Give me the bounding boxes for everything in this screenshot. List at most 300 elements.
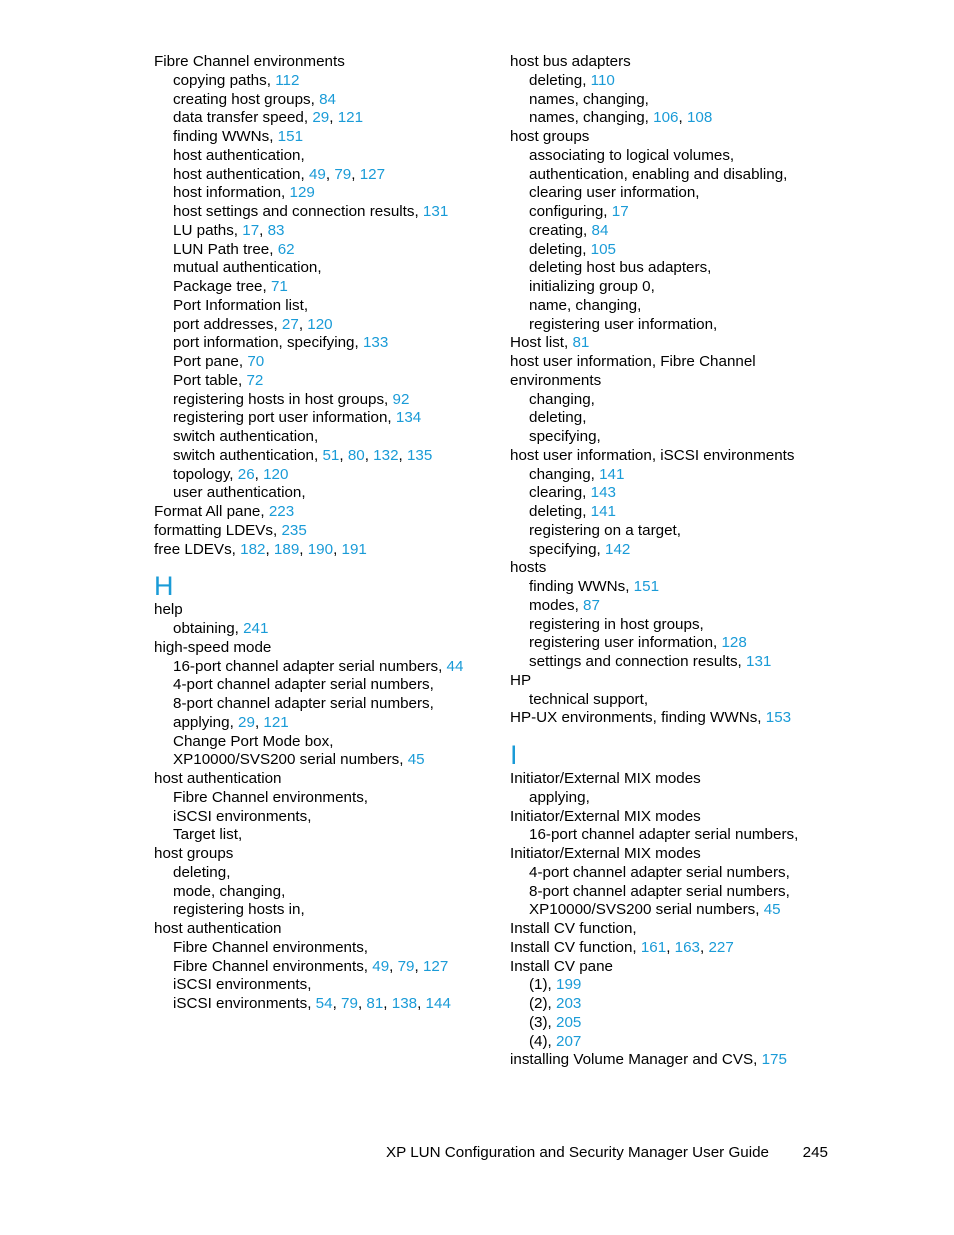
index-subentry: [510, 634, 840, 653]
index-entry: [510, 920, 840, 939]
index-column-left: [154, 53, 484, 1014]
index-subentry: [154, 658, 484, 677]
page-link[interactable]: 161: [640, 938, 667, 956]
page-link[interactable]: 79: [397, 957, 415, 975]
page-link[interactable]: 26: [237, 465, 255, 483]
index-term: 4-port channel adapter serial numbers,: [529, 863, 790, 881]
footer-title: XP LUN Configuration and Security Manager User Guide: [386, 1144, 769, 1161]
index-term: HP-UX environments, finding WWNs,: [510, 709, 762, 727]
page-link[interactable]: 138: [391, 995, 418, 1012]
index-subentry: [510, 147, 840, 166]
index-term: host user information, Fibre Channel: [510, 353, 756, 370]
index-term: (2),: [529, 995, 552, 1012]
page-separator: ,: [325, 165, 335, 183]
index-term: modes,: [529, 596, 579, 614]
index-term: hosts: [510, 559, 547, 577]
index-subentry: [154, 184, 484, 203]
page-link[interactable]: 108: [686, 109, 713, 127]
page-separator: ,: [333, 540, 342, 558]
page-link[interactable]: 143: [590, 484, 616, 502]
index-term: help: [154, 601, 183, 619]
page-link[interactable]: 127: [359, 165, 386, 183]
index-term: Install CV function,: [510, 920, 637, 937]
index-term: changing,: [529, 390, 595, 408]
page-separator: ,: [678, 109, 687, 127]
index-term: mode, changing,: [173, 882, 286, 900]
page-link[interactable]: 134: [395, 409, 422, 427]
index-entry: [154, 770, 484, 789]
index-subentry: [154, 334, 484, 353]
page-link[interactable]: 199: [556, 976, 582, 994]
page-link[interactable]: 131: [746, 653, 772, 670]
page-link[interactable]: 151: [633, 578, 660, 595]
index-subentry: [510, 316, 840, 335]
index-subentry: [154, 91, 484, 110]
page-separator: ,: [666, 938, 675, 956]
page-separator: ,: [299, 540, 308, 558]
index-entry: [510, 770, 840, 789]
page-link[interactable]: 205: [556, 1013, 582, 1031]
index-entry: [510, 939, 840, 958]
index-term: Port pane,: [173, 353, 244, 370]
page-separator: ,: [414, 957, 423, 975]
index-term: Port Information list,: [173, 296, 309, 314]
page-link[interactable]: 142: [605, 540, 631, 558]
index-term: initializing group 0,: [529, 278, 655, 295]
index-subentry: [510, 789, 840, 808]
index-term: host authentication: [154, 920, 282, 937]
page-separator: ,: [332, 995, 342, 1012]
index-term: host information,: [173, 184, 286, 202]
index-term: (1),: [529, 976, 552, 994]
page-link[interactable]: 235: [281, 521, 307, 539]
index-term: host authentication,: [173, 146, 305, 164]
index-subentry: [154, 789, 484, 808]
index-term: registering in host groups,: [529, 615, 704, 633]
index-subentry: [510, 259, 840, 278]
index-subentry: [510, 466, 840, 485]
page-link[interactable]: 182: [240, 540, 266, 558]
index-entry: [510, 672, 840, 691]
index-subentry: [154, 316, 484, 335]
page-link[interactable]: 120: [263, 465, 289, 483]
index-subentry: [154, 353, 484, 372]
page-separator: ,: [700, 938, 709, 956]
index-term: high-speed mode: [154, 638, 272, 656]
index-subentry: [154, 976, 484, 995]
index-term: applying,: [173, 713, 234, 731]
index-term: Fibre Channel environments,: [173, 788, 369, 806]
index-term: installing Volume Manager and CVS,: [510, 1051, 758, 1069]
index-subentry: [510, 184, 840, 203]
index-term: Initiator/External MIX modes: [510, 845, 701, 862]
index-entry: [510, 353, 840, 372]
page-link[interactable]: 121: [337, 109, 364, 127]
index-term: names, changing,: [529, 90, 649, 108]
index-term: Host list,: [510, 334, 569, 352]
index-subentry: [510, 653, 840, 672]
page-link[interactable]: 223: [268, 503, 295, 520]
page-link[interactable]: 207: [556, 1032, 582, 1050]
index-entry: [154, 845, 484, 864]
index-term: topology,: [173, 465, 234, 483]
page-separator: ,: [298, 315, 308, 333]
page-link[interactable]: 29: [312, 109, 330, 127]
index-term: specifying,: [529, 428, 601, 445]
page-separator: ,: [329, 109, 338, 127]
index-term: Install CV function,: [510, 938, 637, 956]
index-subentry: [154, 620, 484, 639]
index-entry: [510, 845, 840, 864]
page-link[interactable]: 175: [761, 1051, 787, 1069]
index-term: Fibre Channel environments,: [173, 938, 369, 956]
index-term: technical support,: [529, 690, 649, 708]
index-term: HP: [510, 671, 532, 689]
index-term: Install CV pane: [510, 957, 613, 975]
index-entry: [154, 522, 484, 541]
index-subentry: [510, 484, 840, 503]
index-subentry: [154, 372, 484, 391]
page-link[interactable]: 105: [590, 240, 616, 258]
page-footer: [386, 1143, 828, 1163]
page-link[interactable]: 191: [341, 540, 367, 558]
index-subentry: [154, 128, 484, 147]
index-term: Format All pane,: [154, 503, 265, 520]
index-term: clearing user information,: [529, 184, 700, 202]
index-term: copying paths,: [173, 71, 271, 89]
index-term: host authentication: [154, 770, 282, 787]
index-term: Fibre Channel environments: [154, 53, 345, 70]
index-entry: [510, 808, 840, 827]
page-link[interactable]: 144: [425, 995, 451, 1012]
index-term: Target list,: [173, 826, 243, 844]
index-term: XP10000/SVS200 serial numbers,: [529, 901, 760, 919]
page-separator: ,: [357, 995, 367, 1012]
page-link[interactable]: 127: [422, 957, 449, 975]
page-link[interactable]: 135: [406, 446, 433, 464]
index-subentry: [510, 976, 840, 995]
index-subentry: [154, 676, 484, 695]
index-subentry: [154, 297, 484, 316]
index-term: data transfer speed,: [173, 109, 309, 127]
index-term: port information, specifying,: [173, 334, 359, 352]
index-subentry: [510, 91, 840, 110]
index-term: 8-port channel adapter serial numbers,: [173, 695, 434, 712]
page-link[interactable]: 49: [308, 165, 326, 183]
page-link[interactable]: 121: [263, 713, 289, 731]
index-subentry: [510, 503, 840, 522]
index-term: settings and connection results,: [529, 653, 742, 670]
index-term: registering user information,: [529, 634, 718, 652]
page-link[interactable]: 141: [590, 503, 616, 520]
index-subentry: [510, 864, 840, 883]
index-term: mutual authentication,: [173, 259, 322, 277]
page-link[interactable]: 27: [281, 315, 299, 333]
page-link[interactable]: 106: [653, 109, 679, 127]
page-link[interactable]: 62: [277, 240, 295, 258]
index-term: deleting,: [173, 863, 231, 881]
index-term: host groups: [154, 845, 234, 862]
index-term: iSCSI environments,: [173, 995, 312, 1012]
page-link[interactable]: 17: [242, 221, 260, 239]
page-link[interactable]: 54: [315, 995, 333, 1012]
index-subentry: [510, 883, 840, 902]
index-term: host groups: [510, 128, 590, 145]
page-link[interactable]: 133: [362, 334, 389, 352]
page-link[interactable]: 128: [721, 634, 747, 652]
index-term: Initiator/External MIX modes: [510, 770, 701, 787]
page-separator: ,: [364, 446, 374, 464]
page-link[interactable]: 203: [556, 995, 582, 1012]
index-term: Package tree,: [173, 278, 267, 295]
index-term: formatting LDEVs,: [154, 521, 278, 539]
index-term: authentication, enabling and disabling,: [529, 165, 788, 183]
page-link[interactable]: 44: [446, 657, 464, 675]
index-subentry: [510, 409, 840, 428]
index-term: host bus adapters: [510, 53, 631, 70]
index-term: configuring,: [529, 203, 608, 220]
index-subentry: [154, 109, 484, 128]
page-link[interactable]: 79: [341, 995, 358, 1012]
index-subentry: [154, 484, 484, 503]
page-link[interactable]: 241: [243, 620, 269, 637]
index-entry: [510, 559, 840, 578]
index-subentry: [154, 278, 484, 297]
index-subentry: [510, 1033, 840, 1052]
page-separator: ,: [265, 540, 274, 558]
page-link[interactable]: 120: [307, 315, 333, 333]
index-subentry: [154, 222, 484, 241]
index-subentry: [154, 259, 484, 278]
index-term: specifying,: [529, 540, 601, 558]
page-separator: ,: [339, 446, 348, 464]
page-separator: ,: [351, 165, 360, 183]
page-link[interactable]: 153: [765, 709, 792, 727]
page-link[interactable]: 71: [270, 278, 288, 295]
index-term: obtaining,: [173, 620, 239, 637]
index-term: iSCSI environments,: [173, 807, 312, 825]
page-link[interactable]: 131: [422, 203, 449, 220]
index-subentry: [154, 958, 484, 977]
index-subentry: [510, 1014, 840, 1033]
page-link[interactable]: 80: [347, 446, 365, 464]
page-link[interactable]: 29: [238, 713, 255, 731]
page-link[interactable]: 190: [307, 540, 334, 558]
index-subentry: [154, 939, 484, 958]
index-subentry: [154, 466, 484, 485]
index-subentry: [510, 241, 840, 260]
page-link[interactable]: 87: [583, 596, 600, 614]
page-link[interactable]: 84: [591, 221, 609, 239]
page-separator: ,: [254, 465, 264, 483]
index-term: Change Port Mode box,: [173, 732, 334, 750]
index-term: (4),: [529, 1032, 552, 1050]
index-term: finding WWNs,: [529, 578, 630, 595]
index-subentry: [510, 578, 840, 597]
index-subentry: [510, 72, 840, 91]
index-term: user authentication,: [173, 484, 306, 502]
page-link[interactable]: 81: [572, 334, 590, 352]
index-term: deleting host bus adapters,: [529, 259, 712, 277]
page-separator: ,: [389, 957, 398, 975]
page-link[interactable]: 45: [407, 751, 425, 769]
index-subentry: [154, 883, 484, 902]
index-subentry: [154, 995, 484, 1014]
index-column-right: [510, 53, 840, 1070]
index-entry: [510, 958, 840, 977]
index-term: host authentication,: [173, 165, 305, 183]
index-subentry: [510, 391, 840, 410]
index-term: Fibre Channel environments,: [173, 957, 369, 975]
index-term: 8-port channel adapter serial numbers,: [529, 882, 790, 900]
page-separator: ,: [398, 446, 407, 464]
page-link[interactable]: 17: [611, 203, 629, 220]
index-subentry: [510, 826, 840, 845]
index-term: deleting,: [529, 71, 587, 89]
index-subentry: [154, 826, 484, 845]
index-subentry: [510, 109, 840, 128]
index-subentry: [154, 733, 484, 752]
index-subentry: [510, 541, 840, 560]
index-term: names, changing,: [529, 109, 649, 127]
index-subentry: [154, 447, 484, 466]
index-term: creating host groups,: [173, 90, 315, 108]
index-subentry: [510, 297, 840, 316]
index-entry: [510, 709, 840, 728]
index-term: clearing,: [529, 484, 587, 502]
page-separator: ,: [254, 713, 264, 731]
index-subentry: [154, 808, 484, 827]
index-entry: [510, 128, 840, 147]
page-separator: ,: [383, 995, 392, 1012]
index-term: 4-port channel adapter serial numbers,: [173, 676, 434, 694]
index-term: environments: [510, 371, 602, 389]
page-link[interactable]: 110: [590, 71, 615, 89]
section-letter-heading: I: [510, 740, 518, 770]
page-link[interactable]: 112: [275, 71, 300, 89]
index-term: Initiator/External MIX modes: [510, 807, 701, 825]
index-term: registering hosts in,: [173, 901, 305, 919]
index-subentry: [154, 901, 484, 920]
page-link[interactable]: 227: [708, 938, 734, 956]
index-subentry: [510, 995, 840, 1014]
index-subentry: [154, 714, 484, 733]
index-subentry: [510, 901, 840, 920]
index-entry: [154, 920, 484, 939]
index-term: port addresses,: [173, 315, 278, 333]
index-entry: [510, 372, 840, 391]
index-subentry: [154, 864, 484, 883]
page-separator: ,: [259, 221, 268, 239]
index-subentry: [154, 695, 484, 714]
index-entry: [510, 53, 840, 72]
index-subentry: [510, 203, 840, 222]
index-term: XP10000/SVS200 serial numbers,: [173, 751, 404, 769]
index-entry: [154, 601, 484, 620]
index-term: changing,: [529, 465, 595, 483]
page-separator: ,: [417, 995, 426, 1012]
index-subentry: [154, 241, 484, 260]
index-entry: [154, 541, 484, 560]
page-link[interactable]: 45: [763, 901, 781, 919]
index-subentry: [154, 409, 484, 428]
page-link[interactable]: 84: [319, 90, 336, 108]
index-entry: [510, 1051, 840, 1070]
page-link[interactable]: 92: [392, 390, 410, 408]
page-link[interactable]: 132: [373, 446, 399, 464]
index-subentry: [154, 203, 484, 222]
index-entry: [154, 503, 484, 522]
index-subentry: [510, 166, 840, 185]
index-term: LUN Path tree,: [173, 240, 274, 258]
page-link[interactable]: 72: [246, 371, 264, 389]
index-subentry: [510, 278, 840, 297]
index-term: switch authentication,: [173, 428, 319, 445]
index-term: registering on a target,: [529, 521, 681, 539]
section-letter-heading: H: [154, 571, 174, 602]
index-subentry: [510, 691, 840, 710]
index-term: registering hosts in host groups,: [173, 390, 389, 408]
index-subentry: [510, 616, 840, 635]
index-term: host settings and connection results,: [173, 203, 419, 220]
index-term: iSCSI environments,: [173, 976, 312, 994]
page-link[interactable]: 51: [322, 446, 340, 464]
page-link[interactable]: 141: [599, 465, 625, 483]
page-link[interactable]: 79: [334, 165, 352, 183]
index-entry: [510, 334, 840, 353]
index-term: Port table,: [173, 371, 243, 389]
index-term: name, changing,: [529, 296, 642, 314]
index-subentry: [510, 597, 840, 616]
index-entry: [510, 447, 840, 466]
page-link[interactable]: 163: [674, 938, 700, 956]
index-term: deleting,: [529, 409, 587, 427]
index-subentry: [154, 428, 484, 447]
index-term: registering user information,: [529, 315, 718, 333]
page-link[interactable]: 81: [366, 995, 384, 1012]
page-link[interactable]: 129: [289, 184, 315, 202]
index-term: deleting,: [529, 240, 587, 258]
index-term: (3),: [529, 1013, 552, 1031]
page-link[interactable]: 189: [273, 540, 300, 558]
page-link[interactable]: 49: [372, 957, 390, 975]
index-term: switch authentication,: [173, 446, 319, 464]
index-term: LU paths,: [173, 221, 239, 239]
index-term: applying,: [529, 788, 590, 806]
index-term: creating,: [529, 221, 588, 239]
index-term: deleting,: [529, 503, 587, 520]
index-term: finding WWNs,: [173, 128, 274, 145]
index-term: free LDEVs,: [154, 540, 236, 558]
page-link[interactable]: 70: [247, 353, 265, 370]
index-entry: [154, 53, 484, 72]
page-link[interactable]: 151: [277, 128, 304, 145]
index-entry: [154, 639, 484, 658]
index-subentry: [154, 391, 484, 410]
index-subentry: [154, 147, 484, 166]
footer-page-number: 245: [802, 1144, 828, 1161]
page-link[interactable]: 83: [267, 221, 285, 239]
index-term: registering port user information,: [173, 409, 392, 427]
index-term: 16-port channel adapter serial numbers,: [529, 826, 799, 844]
index-subentry: [510, 222, 840, 241]
index-subentry: [510, 428, 840, 447]
index-subentry: [154, 751, 484, 770]
index-subentry: [154, 166, 484, 185]
index-term: host user information, iSCSI environments: [510, 446, 795, 464]
index-term: associating to logical volumes,: [529, 146, 735, 164]
index-subentry: [510, 522, 840, 541]
